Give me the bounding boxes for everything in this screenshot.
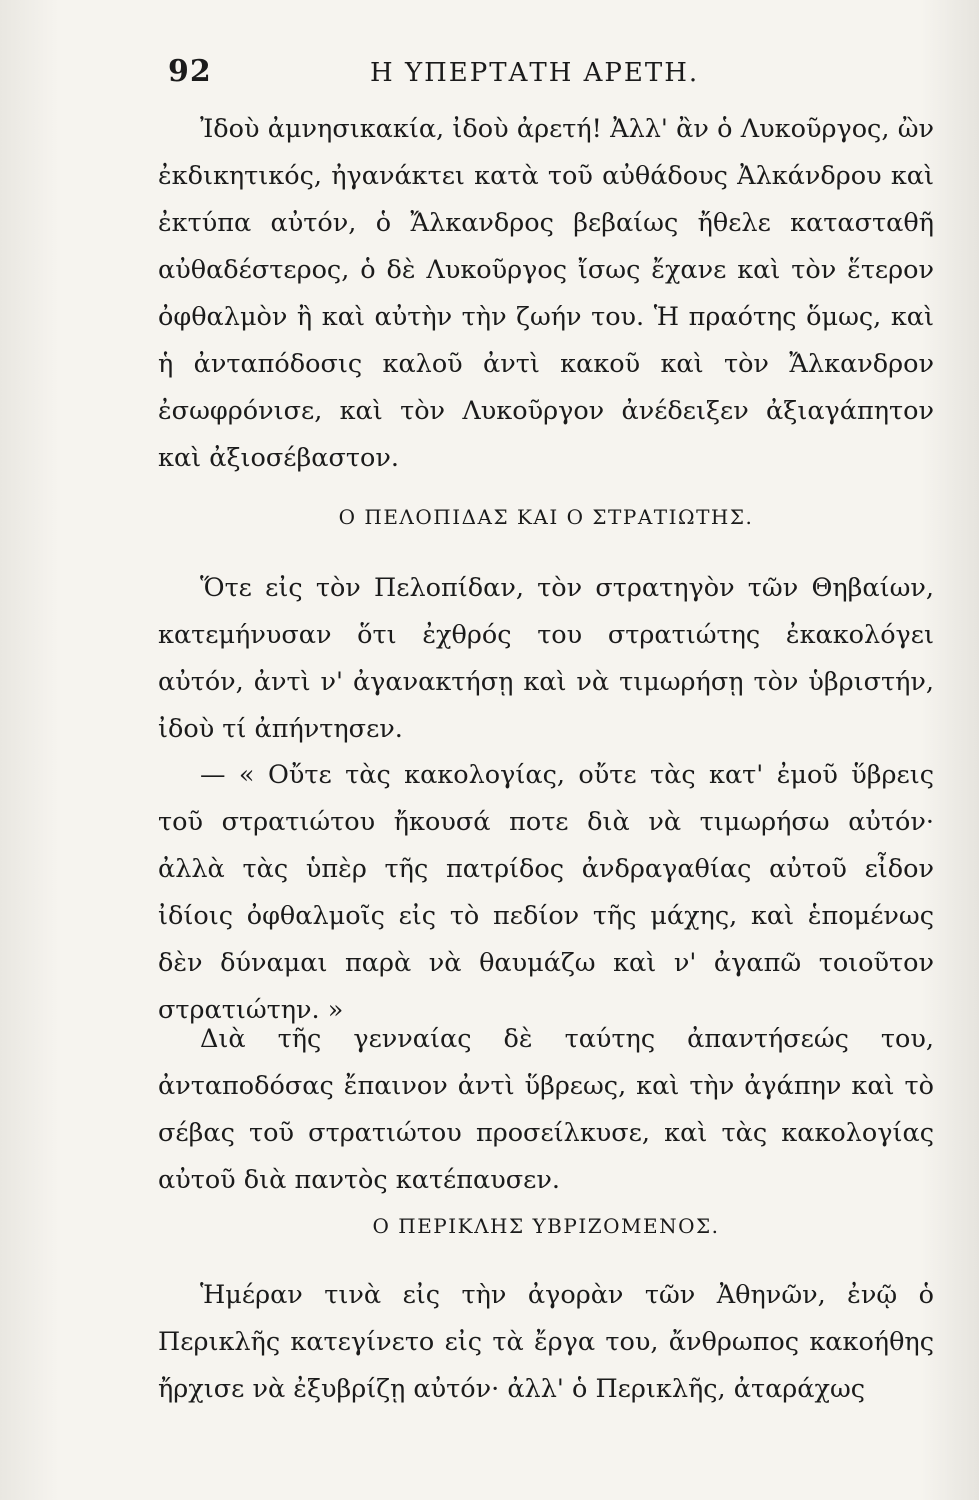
section-heading-perikles: Ο ΠΕΡΙΚΛΗΣ ΥΒΡΙΖΟΜΕΝΟΣ. bbox=[372, 1214, 720, 1238]
paragraph-perikles: Ἡμέραν τινὰ εἰς τὴν ἀγορὰν τῶν Ἀθηνῶν, ἐνῷ ὁ Περικλῆς κατεγίνετο εἰς τὰ ἔργα του, ἄνθρωπος κακοήθης ἤρχισε νὰ ἐξυβρίζῃ αὐτόν· ἀλλ' ὁ Περικλῆς, ἀταράχως bbox=[158, 1280, 934, 1404]
running-title: Η ΥΠΕΡΤΑΤΗ ΑΡΕΤΗ. bbox=[370, 58, 700, 88]
paragraph-pelopidas-quote: — « Οὔτε τὰς κακολογίας, οὔτε τὰς κατ' ἐμοῦ ὕβρεις τοῦ στρατιώτου ἤκουσά ποτε διὰ νὰ τιμωρήσω αὐτόν· ἀλλὰ τὰς ὑπὲρ τῆς πατρίδος ἀνδραγαθίας αὐτοῦ εἶδον ἰδίοις ὀφθαλμοῖς εἰς τὸ πεδίον τῆς μάχης, καὶ ἑπομένως δὲν δύναμαι παρὰ νὰ θαυμάζω καὶ ν' ἀγαπῶ τοιοῦτον στρατιώτην. » bbox=[158, 760, 934, 1025]
page-header bbox=[140, 48, 930, 98]
paragraph-amnesikakia: Ἰδοὺ ἀμνησικακία, ἰδοὺ ἀρετή! Ἀλλ' ἂν ὁ Λυκοῦργος, ὢν ἐκδικητικός, ἠγανάκτει κατὰ τοῦ αὐθάδους Ἀλκάνδρου καὶ ἐκτύπα αὐτόν, ὁ Ἄλκανδρος βεβαίως ἤθελε κατασταθῆ αὐθαδέστερος, ὁ δὲ Λυκοῦργος ἴσως ἔχανε καὶ τὸν ἕτερον ὀφθαλμὸν ἢ καὶ αὐτὴν τὴν ζωήν του. Ἡ πραότης ὅμως, καὶ ἡ ἀνταπόδοσις καλοῦ ἀντὶ κακοῦ καὶ τὸν Ἄλκανδρον ἐσωφρόνισε, καὶ τὸν Λυκοῦργον ἀνέδειξεν ἀξιαγάπητον καὶ ἀξιοσέβαστον. bbox=[158, 114, 934, 473]
page-number: 92 bbox=[168, 54, 212, 89]
paragraph-pelopidas-conclusion: Διὰ τῆς γενναίας δὲ ταύτης ἀπαντήσεώς του, ἀνταποδόσας ἔπαινον ἀντὶ ὕβρεως, καὶ τὴν ἀγάπην καὶ τὸ σέβας τοῦ στρατιώτου προσείλκυσε, καὶ τὰς κακολογίας αὐτοῦ διὰ παντὸς κατέπαυσεν. bbox=[158, 1024, 934, 1195]
section-heading-pelopidas: Ο ΠΕΛΟΠΙΔΑΣ ΚΑΙ Ο ΣΤΡΑΤΙΩΤΗΣ. bbox=[338, 505, 754, 529]
paragraph-pelopidas-intro: Ὅτε εἰς τὸν Πελοπίδαν, τὸν στρατηγὸν τῶν Θηβαίων, κατεμήνυσαν ὅτι ἐχθρός του στρατιώτης ἐκακολόγει αὐτόν, ἀντὶ ν' ἀγανακτήσῃ καὶ νὰ τιμωρήσῃ τὸν ὑβριστήν, ἰδοὺ τί ἀπήντησεν. bbox=[158, 573, 934, 744]
